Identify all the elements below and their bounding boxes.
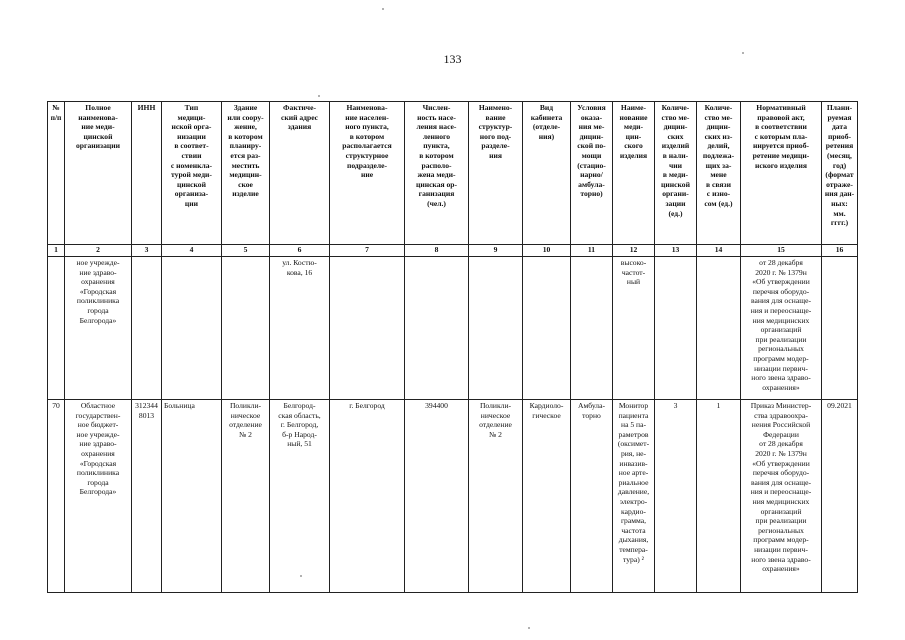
table-cell-address: Белгород- ская область, г. Белгород, б-р Народ- ный, 51 [270,400,330,593]
table-cell: ул. Костю- кова, 16 [270,257,330,400]
page-number: 133 [443,52,462,66]
header-cell-cabinet-type: Вид кабинета (отделе- ния) [523,102,571,245]
table-cell [132,257,162,400]
column-number: 12 [613,245,655,257]
header-cell-subdivision: Наимено- вание структур- ного под- разделе- ния [469,102,523,245]
table-cell [523,257,571,400]
table-cell [405,257,469,400]
scan-speck [318,95,320,97]
table-cell [822,257,858,400]
header-cell-row-number: № п/п [48,102,65,245]
header-cell-device-name: Наиме- нование меди- цин- ского изделия [613,102,655,245]
column-number: 7 [330,245,405,257]
scan-speck [382,8,384,10]
header-cell-inn: ИНН [132,102,162,245]
table-cell-subdivision: Поликли- ническое отделение № 2 [469,400,523,593]
column-number: 11 [571,245,613,257]
column-number: 6 [270,245,330,257]
scan-speck [528,627,530,629]
header-cell-care-conditions: Условия оказа- ния ме- дицин- ской по- мощи (стацио- нарно/ амбула- торно) [571,102,613,245]
header-cell-organization-type: Тип медици- нской орга- низации в соответ- ствии с номенкла- турой меди- цинской организа- ции [162,102,222,245]
column-number: 15 [741,245,822,257]
table-cell-available: 3 [655,400,697,593]
column-number: 16 [822,245,858,257]
header-cell-building: Здание или соору- жение, в котором планиру- ется раз- местить медицин- ское изделие [222,102,270,245]
column-number: 2 [65,245,132,257]
scan-speck [742,52,744,54]
table-cell: ное учрежде- ние здраво- охранения «Городская поликлиника города Белгорода» [65,257,132,400]
table-cell-number: 70 [48,400,65,593]
table-cell-cabinet: Кардиоло- гическое [523,400,571,593]
table-cell-inn: 312344 8013 [132,400,162,593]
column-number: 1 [48,245,65,257]
column-number: 14 [697,245,741,257]
column-number-row [48,245,858,257]
header-cell-legal-act: Нормативный правовой акт, в соответствии с которым пла- нируется приоб- ретение медици- нского изделия [741,102,822,245]
table-cell [571,257,613,400]
header-cell-organization-name: Полное наименова- ние меди- цинской организации [65,102,132,245]
table-cell [162,257,222,400]
header-cell-devices-available: Количе- ство ме- дицин- ских изделий в нали- чии в меди- цинской органи- зации (ед.) [655,102,697,245]
table-cell-date: 09.2021 [822,400,858,593]
header-cell-population: Числен- ность насе- ления насе- ленного пункта, в котором располо- жена меди- цинская ор- ганизация (чел.) [405,102,469,245]
header-cell-purchase-date: Плани- руемая дата приоб- ретения (месяц, год) (формат отраже- ния дан- ных: мм. гггг.) [822,102,858,245]
table-row-70 [48,400,858,593]
table-cell [48,257,65,400]
table-cell: от 28 декабря 2020 г. № 1379н «Об утверждении перечня оборудо- вания для оснаще- ния и переоснаще- ния медицинских организаций при реализации региональных программ модер- низации первич- ного звена здраво- охранения» [741,257,822,400]
column-number: 9 [469,245,523,257]
table-cell-locality: г. Белгород [330,400,405,593]
table-cell-conditions: Амбула- торно [571,400,613,593]
table-cell-device: Монитор пациента на 5 па- раметров (оксимет- рия, не- инвазив- ное арте- риальное давление, электро- кардио- грамма, частота дыхания, темпера- тура) ² [613,400,655,593]
table-cell [697,257,741,400]
medical-equipment-table [47,101,858,593]
column-number: 5 [222,245,270,257]
column-number: 4 [162,245,222,257]
table-cell-organization: Областное государствен- ное бюджет- ное учрежде- ние здраво- охранения «Городская поликлиника города Белгорода» [65,400,132,593]
table-cell-legal-act: Приказ Министер- ства здравоохра- нения Российской Федерации от 28 декабря 2020 г. № 1379н «Об утверждении перечня оборудо- вания для оснаще- ния и переоснаще- ния медицинских организаций при реализации региональных программ модер- низации первич- ного звена здраво- охранения» [741,400,822,593]
header-cell-devices-to-replace: Количе- ство ме- дицин- ских из- делий, подлежа- щих за- мене в связи с изно- сом (ед.) [697,102,741,245]
header-cell-address: Фактиче- ский адрес здания [270,102,330,245]
table-header-row [48,102,858,245]
table-cell [222,257,270,400]
table-cell [655,257,697,400]
column-number: 13 [655,245,697,257]
column-number: 3 [132,245,162,257]
table-cell-type: Больница [162,400,222,593]
table-cell-building: Поликли- ническое отделение № 2 [222,400,270,593]
table-cell [469,257,523,400]
table-cell-population: 394400 [405,400,469,593]
column-number: 8 [405,245,469,257]
table-cell: высоко- частот- ный [613,257,655,400]
table-cell [330,257,405,400]
column-number: 10 [523,245,571,257]
header-cell-locality: Наименова- ние населен- ного пункта, в котором располагается структурное подразделе- ние [330,102,405,245]
table-cell-replace: 1 [697,400,741,593]
table-row-continuation [48,257,858,400]
